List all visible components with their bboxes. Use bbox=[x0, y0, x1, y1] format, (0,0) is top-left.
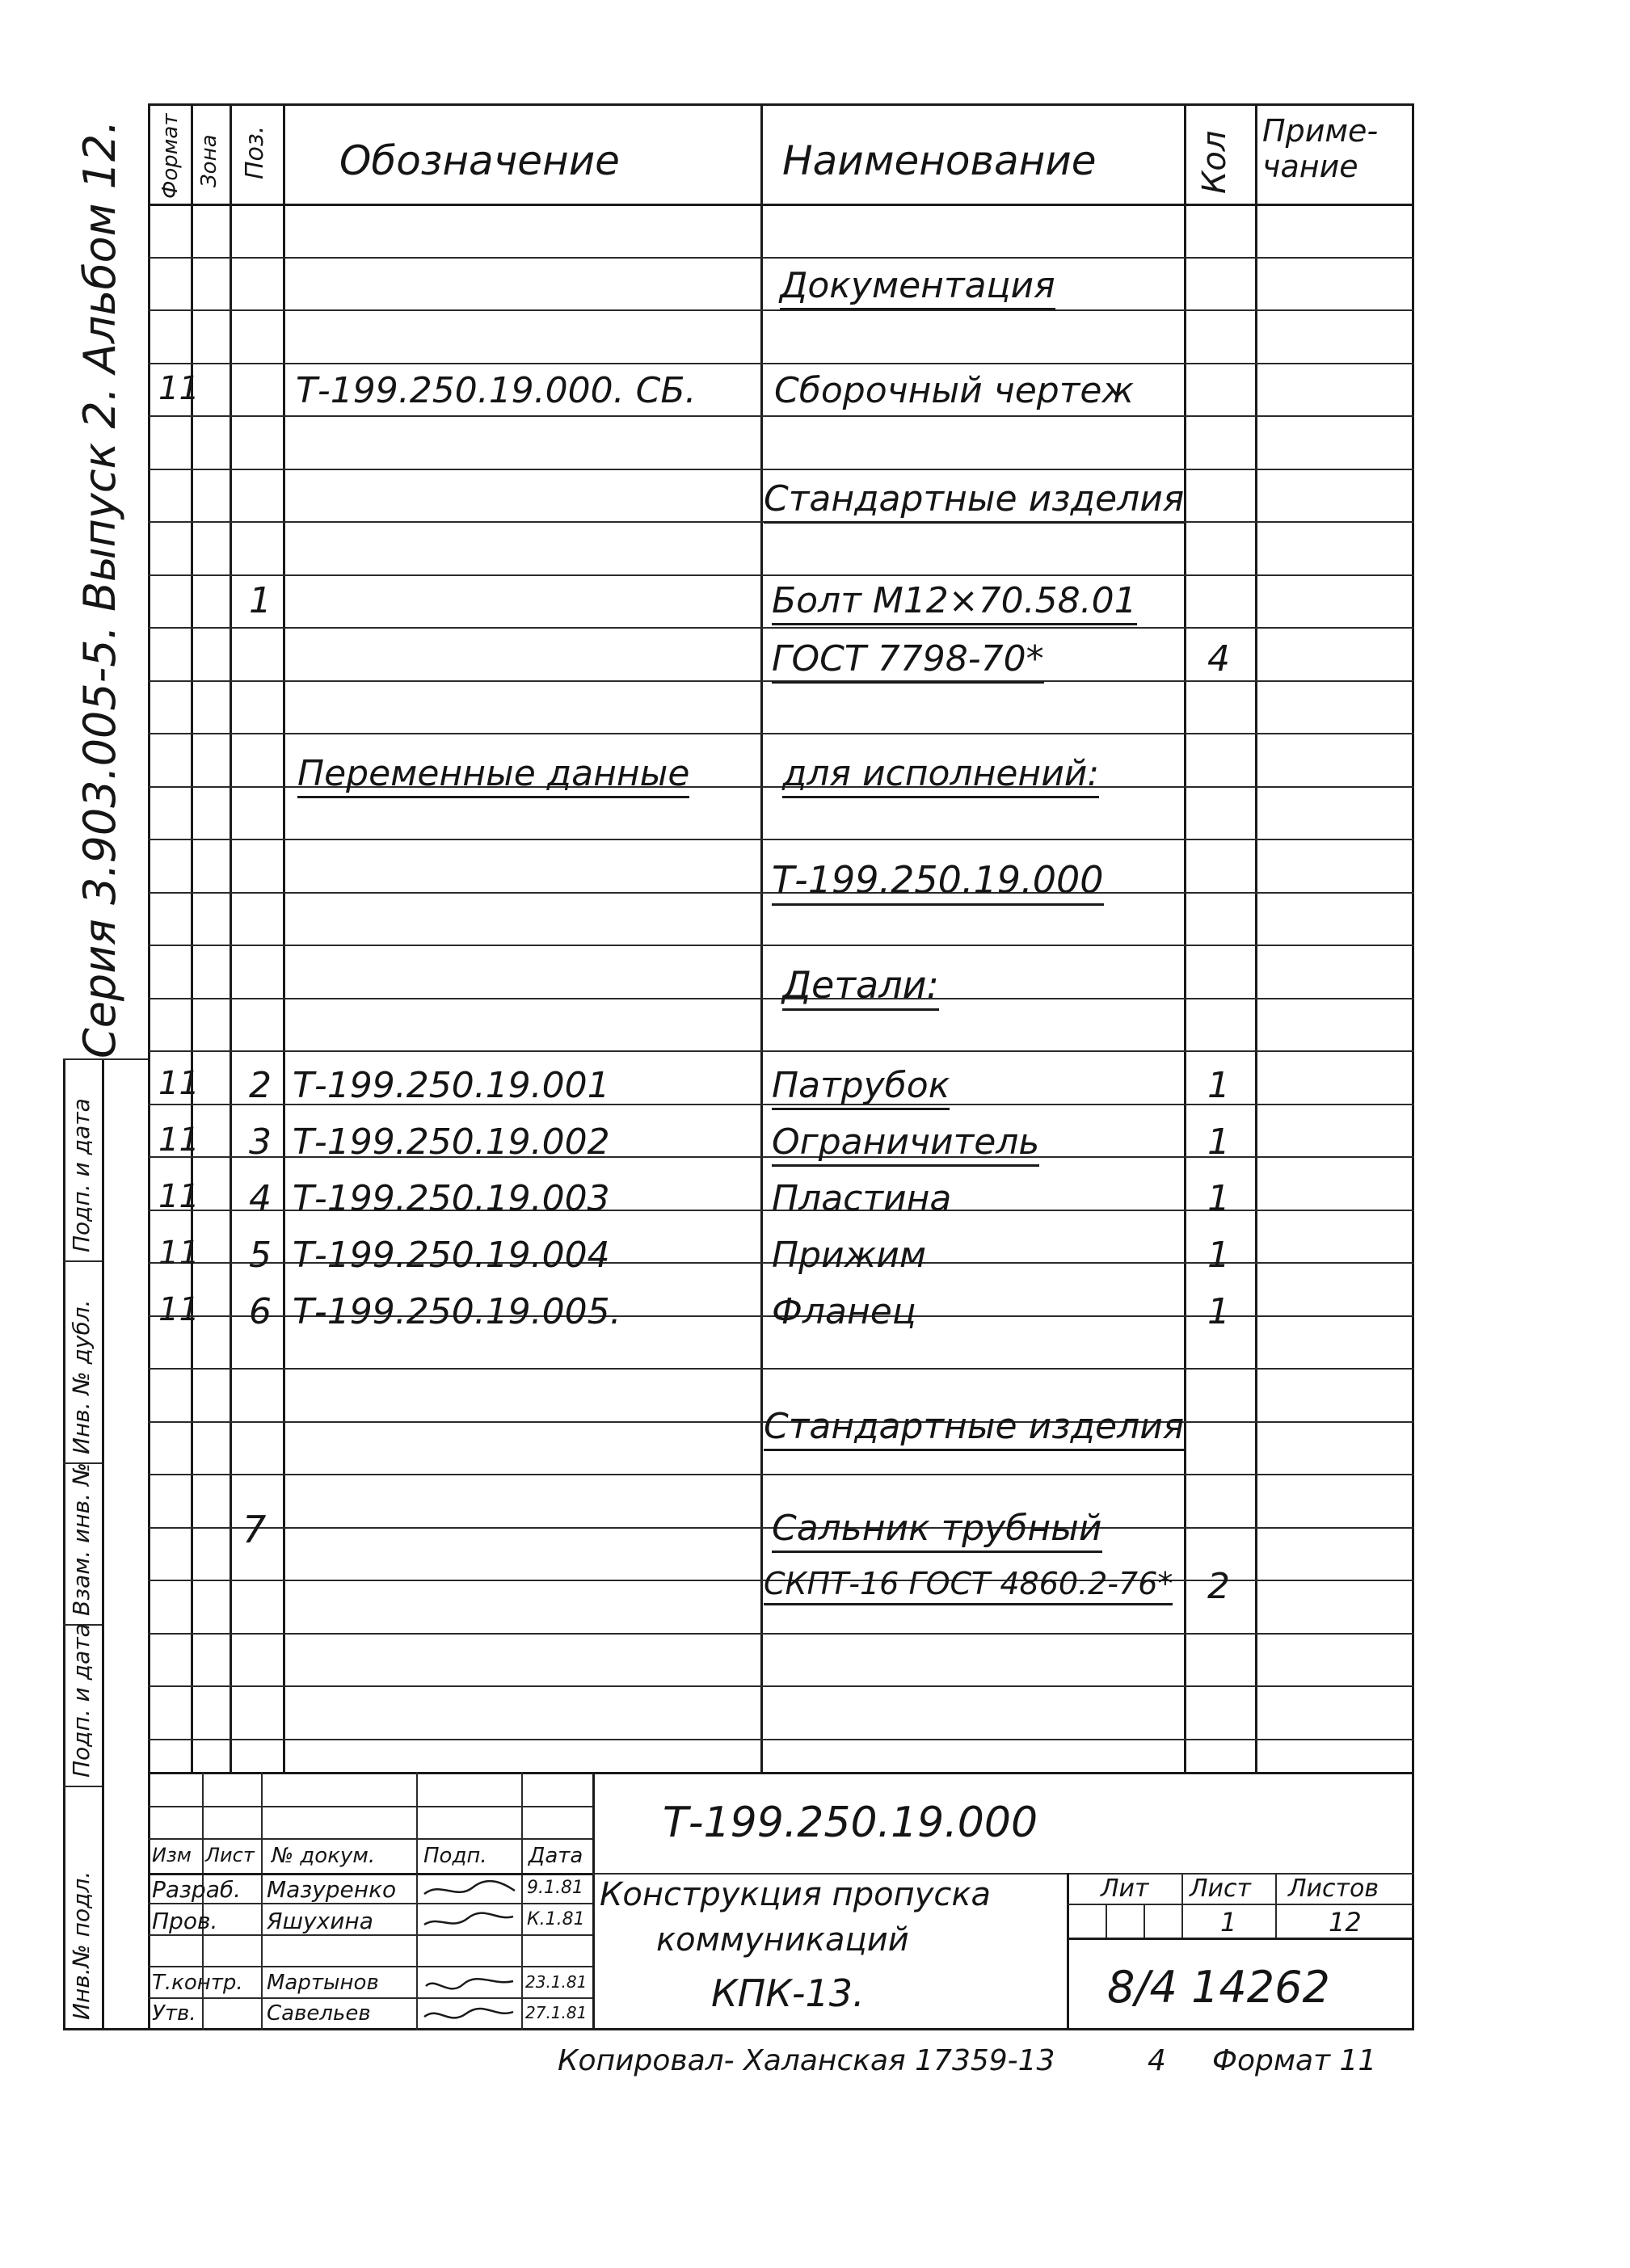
section-variable-left: Переменные данные bbox=[297, 753, 689, 798]
section-standard-items-2: Стандартные изделия bbox=[764, 1406, 1184, 1451]
row-rule bbox=[148, 363, 1414, 364]
cell-name: Сборочный чертеж bbox=[774, 370, 1135, 411]
date: 27.1.81 bbox=[525, 2003, 588, 2022]
stamp-divider bbox=[63, 1786, 102, 1787]
cell-name: Патрубок bbox=[772, 1065, 950, 1110]
row-rule bbox=[148, 1685, 1414, 1687]
row-rule bbox=[148, 733, 1414, 734]
col-line-zone bbox=[230, 103, 232, 1772]
row-rule bbox=[148, 1474, 1414, 1475]
section-details: Детали: bbox=[782, 963, 939, 1011]
frame-left bbox=[148, 103, 150, 2030]
signature-tkontr bbox=[426, 1979, 513, 1988]
tb-doc-code: Т-199.250.19.000 bbox=[663, 1799, 1038, 1847]
row-rule bbox=[148, 1633, 1414, 1635]
cell-name: СКПТ-16 ГОСТ 4860.2-76* bbox=[764, 1566, 1173, 1605]
cell-designation: Т-199.250.19.003 bbox=[293, 1178, 610, 1219]
signature-utv bbox=[424, 2009, 513, 2018]
frame-top bbox=[148, 103, 1414, 106]
cell-pos: 4 bbox=[249, 1178, 272, 1219]
footer-copied: Копировал- Халанская 17359-13 bbox=[558, 2044, 1055, 2077]
cell-designation: Т-199.250.19.004 bbox=[293, 1235, 610, 1276]
tb-sheet-label: Лист bbox=[1190, 1875, 1252, 1903]
cell-qty: 1 bbox=[1207, 1235, 1230, 1276]
cell-format: 11 bbox=[158, 1178, 200, 1215]
tb-title-line2: коммуникаций bbox=[656, 1921, 909, 1959]
tb-col bbox=[1275, 1873, 1277, 1939]
cell-format: 11 bbox=[158, 1065, 200, 1102]
header-qty: Кол bbox=[1196, 130, 1233, 194]
col-line-format bbox=[191, 103, 193, 1772]
row-rule bbox=[148, 945, 1414, 946]
tb-row bbox=[148, 1934, 592, 1936]
tb-bottom bbox=[63, 2028, 1414, 2030]
header-name: Наименование bbox=[782, 137, 1097, 184]
header-bottom-line bbox=[148, 204, 1414, 206]
stamp-podp-data-2: Подп. и дата bbox=[68, 1098, 95, 1252]
tb-hdr-list: Лист bbox=[205, 1844, 255, 1866]
tb-row bbox=[148, 1806, 592, 1807]
row-rule bbox=[148, 415, 1414, 417]
tb-title-line1: Конструкция пропуска bbox=[600, 1876, 992, 1913]
col-line-name bbox=[1184, 103, 1186, 1772]
cell-pos: 2 bbox=[249, 1065, 272, 1106]
row-rule bbox=[148, 469, 1414, 470]
cell-format: 11 bbox=[158, 1235, 200, 1272]
stamp-podp-data-1: Подп. и дата bbox=[68, 1623, 95, 1778]
row-rule bbox=[148, 627, 1414, 629]
name: Яшухина bbox=[267, 1908, 373, 1934]
stamp-top bbox=[63, 1058, 148, 1060]
date: 23.1.81 bbox=[525, 1972, 588, 1992]
cell-format: 11 bbox=[158, 1291, 200, 1328]
cell-designation: Т-199.250.19.005. bbox=[293, 1291, 621, 1332]
cell-name: Прижим bbox=[772, 1235, 927, 1276]
cell-designation: Т-199.250.19.000. СБ. bbox=[296, 370, 697, 411]
section-variant: Т-199.250.19.000 bbox=[772, 858, 1104, 906]
tb-col bbox=[521, 1772, 523, 2030]
role: Т.контр. bbox=[152, 1971, 243, 1995]
row-rule bbox=[148, 574, 1414, 576]
cell-qty: 1 bbox=[1207, 1121, 1230, 1163]
footer-format: Формат 11 bbox=[1212, 2044, 1377, 2077]
signature-prov bbox=[424, 1913, 513, 1925]
tb-hdr-izm: Изм bbox=[152, 1844, 192, 1866]
tb-row bbox=[148, 1903, 592, 1904]
date: К.1.81 bbox=[527, 1909, 585, 1929]
tb-hdr-date: Дата bbox=[529, 1844, 583, 1868]
cell-qty: 1 bbox=[1207, 1065, 1230, 1106]
header-format: Формат bbox=[158, 113, 183, 199]
cell-name: Фланец bbox=[772, 1291, 916, 1332]
tb-row bbox=[148, 1997, 592, 1999]
tb-col bbox=[1106, 1904, 1107, 1939]
row-rule bbox=[148, 998, 1414, 999]
cell-designation: Т-199.250.19.002 bbox=[293, 1121, 610, 1163]
row-rule bbox=[148, 1050, 1414, 1052]
cell-qty: 4 bbox=[1207, 638, 1230, 680]
tb-row bbox=[148, 1966, 592, 1967]
row-rule bbox=[148, 257, 1414, 259]
role: Утв. bbox=[152, 2001, 196, 2026]
role: Разраб. bbox=[152, 1876, 242, 1903]
cell-designation: Т-199.250.19.001 bbox=[293, 1065, 610, 1106]
date: 9.1.81 bbox=[527, 1878, 583, 1898]
cell-qty: 1 bbox=[1207, 1291, 1230, 1332]
name: Мартынов bbox=[267, 1971, 379, 1995]
signatures bbox=[416, 1873, 521, 2030]
cell-qty: 2 bbox=[1207, 1566, 1230, 1607]
tb-title-line3: КПК-13. bbox=[711, 1971, 865, 2015]
tb-sheets-value: 12 bbox=[1329, 1907, 1362, 1938]
stamp-inv-podl: Инв.№ подл. bbox=[68, 1870, 95, 2020]
tb-sheets-label: Листов bbox=[1288, 1875, 1379, 1903]
cell-pos: 6 bbox=[249, 1291, 272, 1332]
stamp-vzam-inv: Взам. инв. № bbox=[68, 1462, 95, 1616]
stamp-inv-dubl: Инв. № дубл. bbox=[68, 1299, 95, 1454]
tb-lit-label: Лит bbox=[1101, 1875, 1149, 1903]
tb-col bbox=[1181, 1873, 1183, 1939]
header-zone: Зона bbox=[197, 134, 221, 187]
row-rule bbox=[148, 839, 1414, 840]
cell-name: ГОСТ 7798-70* bbox=[772, 638, 1044, 684]
name: Савельев bbox=[267, 2001, 371, 2026]
cell-name: Пластина bbox=[772, 1178, 952, 1219]
cell-format: 11 bbox=[158, 1121, 200, 1159]
stamp-outer-line bbox=[63, 1058, 65, 2028]
cell-format: 11 bbox=[158, 370, 200, 407]
col-line-pos bbox=[283, 103, 285, 1772]
tb-row bbox=[1067, 1938, 1414, 1940]
tb-archive-no: 8/4 14262 bbox=[1107, 1962, 1330, 2013]
tb-main-divider bbox=[592, 1772, 595, 2030]
col-line-qty bbox=[1255, 103, 1257, 1772]
header-note: Приме-чание bbox=[1262, 113, 1379, 184]
cell-pos: 7 bbox=[242, 1508, 267, 1551]
row-rule bbox=[148, 1739, 1414, 1740]
name: Мазуренко bbox=[267, 1876, 397, 1903]
section-variable-right: для исполнений: bbox=[782, 753, 1099, 798]
col-line-designation bbox=[760, 103, 763, 1772]
tb-sheet-value: 1 bbox=[1220, 1907, 1237, 1938]
frame-right bbox=[1412, 103, 1414, 2030]
cell-qty: 1 bbox=[1207, 1178, 1230, 1219]
tb-row bbox=[1067, 1904, 1414, 1905]
row-rule bbox=[148, 1368, 1414, 1370]
tb-col bbox=[261, 1772, 263, 2030]
cell-name: Болт М12×70.58.01 bbox=[772, 580, 1137, 625]
tb-row bbox=[148, 1873, 592, 1875]
cell-pos: 3 bbox=[249, 1121, 272, 1163]
header-designation: Обозначение bbox=[339, 137, 620, 184]
tb-right-divider bbox=[1067, 1873, 1069, 2030]
footer-page: 4 bbox=[1148, 2044, 1166, 2077]
tb-top bbox=[148, 1772, 1414, 1774]
cell-pos: 1 bbox=[249, 580, 272, 621]
tb-col bbox=[1144, 1904, 1145, 1939]
section-documentation: Документация bbox=[780, 265, 1055, 310]
tb-hdr-docno: № докум. bbox=[272, 1844, 376, 1868]
role: Пров. bbox=[152, 1908, 218, 1934]
stamp-inner-line bbox=[102, 1058, 104, 2028]
cell-name: Ограничитель bbox=[772, 1121, 1039, 1167]
tb-row bbox=[148, 1838, 592, 1840]
section-standard-items-1: Стандартные изделия bbox=[764, 478, 1184, 524]
header-pos: Поз. bbox=[241, 125, 269, 179]
cell-name: Сальник трубный bbox=[772, 1508, 1102, 1553]
stamp-divider bbox=[63, 1260, 102, 1262]
series-text: Серия 3.903.005-5. Выпуск 2. Альбом 12. bbox=[74, 120, 125, 1058]
signature-razrab bbox=[424, 1881, 515, 1894]
cell-pos: 5 bbox=[249, 1235, 272, 1276]
tb-hdr-sign: Подп. bbox=[423, 1844, 487, 1868]
